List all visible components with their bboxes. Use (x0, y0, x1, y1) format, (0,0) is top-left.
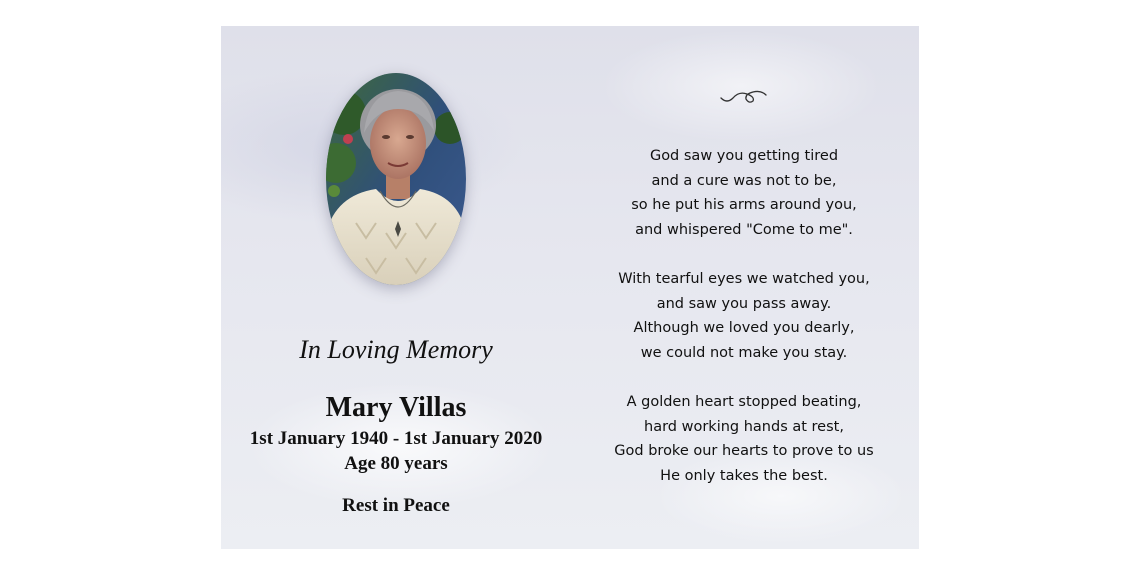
poem-stanza (571, 267, 917, 365)
poem-stanza (571, 144, 917, 242)
poem-line: Although we loved you dearly, (633, 320, 855, 337)
poem-line: God broke our hearts to prove to us (614, 443, 874, 460)
poem-line: and saw you pass away. (656, 295, 832, 312)
poem-line: and whispered "Come to me". (635, 221, 853, 238)
flourish-ornament-icon (719, 86, 769, 106)
poem-line: He only takes the best. (660, 467, 828, 484)
poem-line: With tearful eyes we watched you, (618, 270, 870, 287)
poem-line: and a cure was not to be, (651, 172, 837, 189)
poem-line: so he put his arms around you, (631, 197, 857, 214)
memorial-poem (571, 144, 917, 488)
portrait-photo (326, 73, 466, 285)
poem-line: God saw you getting tired (649, 148, 839, 164)
poem-line: hard working hands at rest, (644, 418, 844, 435)
poem-stanza (571, 390, 917, 488)
poem-line: we could not make you stay. (640, 344, 848, 361)
deceased-name: Mary Villas (325, 392, 467, 423)
rest-in-peace-text: Rest in Peace (342, 495, 450, 516)
age-text: Age 80 years (344, 453, 448, 474)
in-loving-memory-heading: In Loving Memory (299, 335, 493, 364)
life-dates: 1st January 1940 - 1st January 2020 (249, 428, 543, 449)
poem-line: A golden heart stopped beating, (626, 393, 862, 410)
memorial-card (221, 26, 919, 549)
portrait-image (326, 73, 466, 285)
